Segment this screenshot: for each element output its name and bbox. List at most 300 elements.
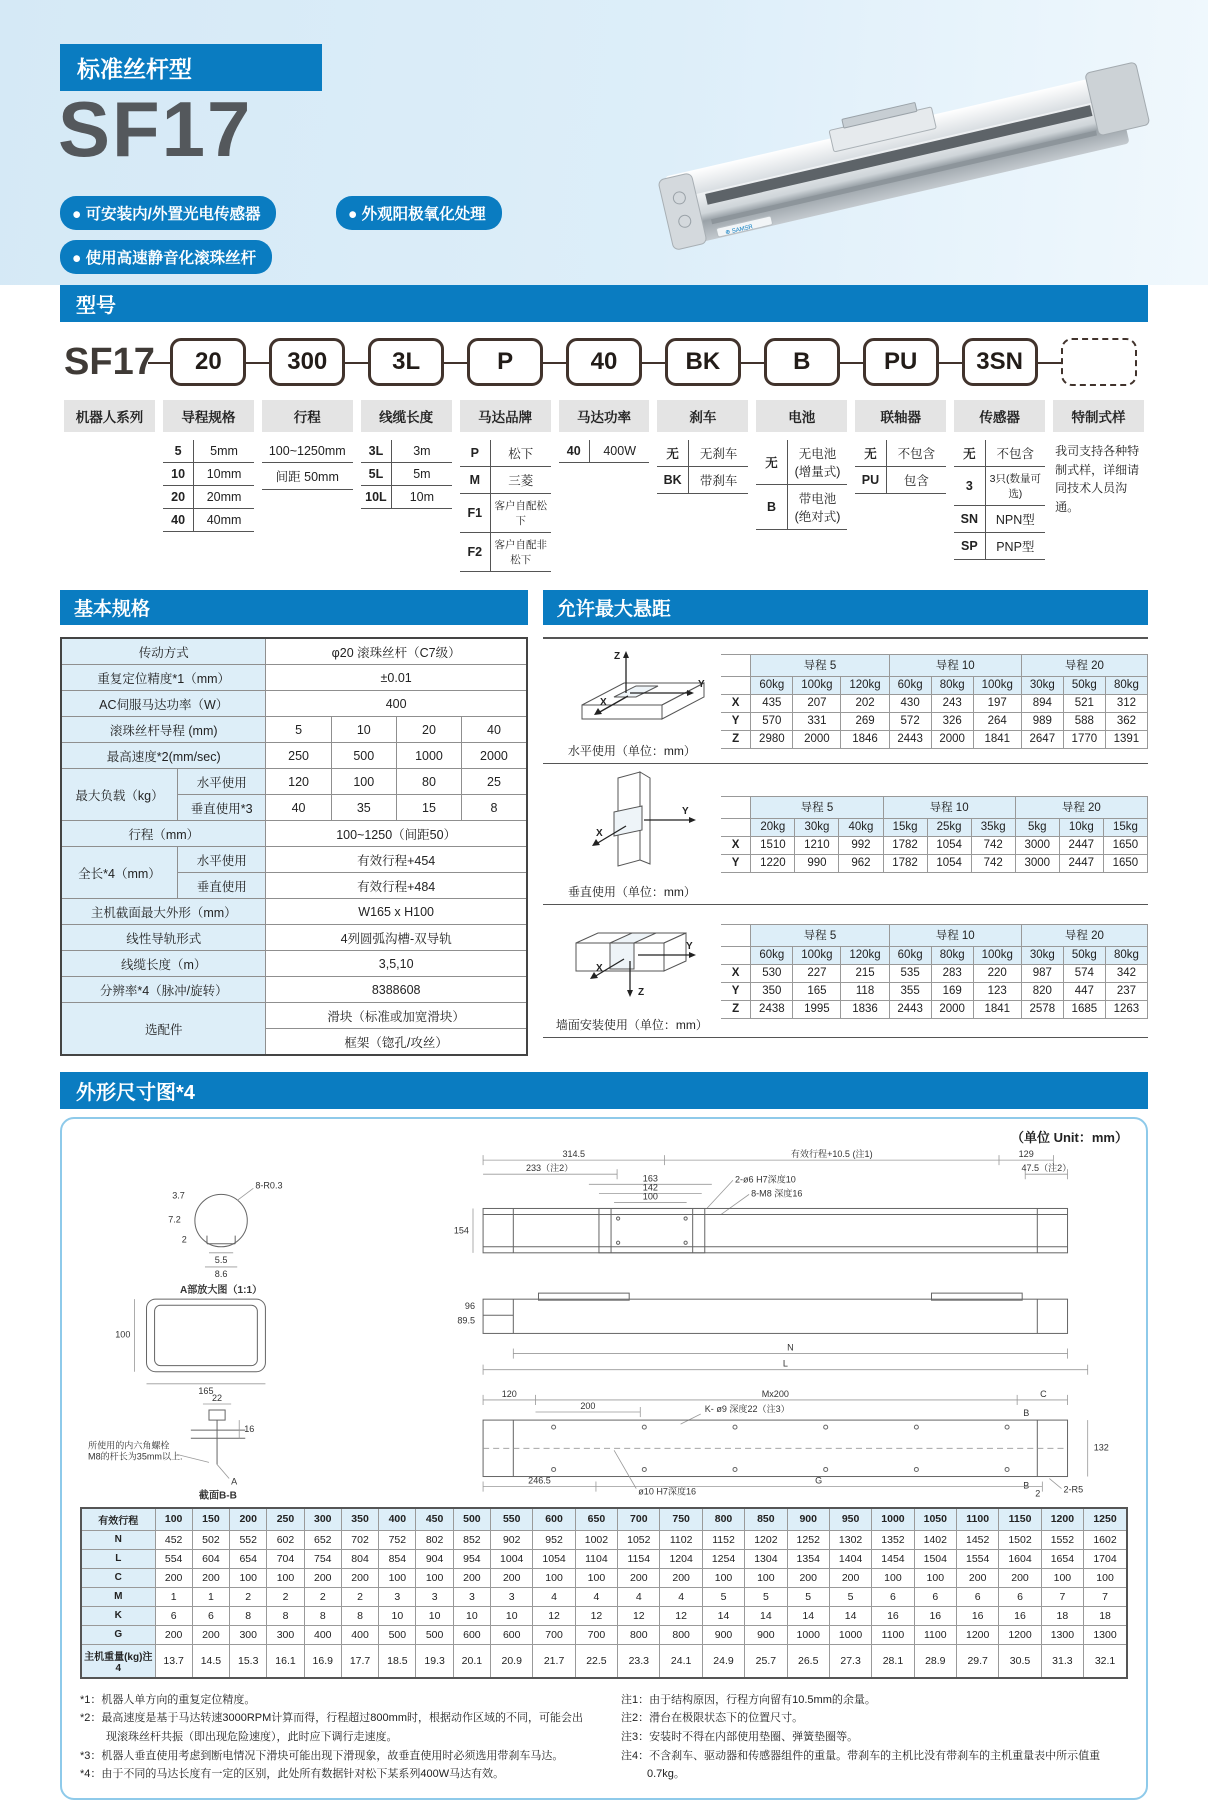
- cell: 2000: [793, 730, 841, 748]
- cell: 200: [155, 1568, 192, 1587]
- code-box-brand: P: [467, 338, 543, 386]
- cell: 8388608: [266, 977, 527, 1003]
- cell: 3L: [361, 440, 392, 463]
- cell: 704: [267, 1549, 304, 1568]
- cell: 10m: [392, 486, 452, 509]
- cell: 导程 5: [751, 796, 883, 818]
- cell: 6: [192, 1606, 229, 1625]
- cell: 900: [745, 1625, 787, 1644]
- cell: 5: [829, 1587, 871, 1606]
- cell: 导程 10: [883, 796, 1015, 818]
- vertical-use-diagram: [552, 768, 712, 876]
- dimension-box: [60, 1117, 1148, 1800]
- cell: 1000: [787, 1625, 829, 1644]
- overhang-horizontal-table: [721, 654, 1148, 749]
- cell: 最大负载（kg）: [61, 769, 177, 821]
- cell: 3: [453, 1587, 490, 1606]
- cell: 无: [954, 440, 985, 467]
- cell: 24.1: [660, 1644, 702, 1678]
- cell: 7: [1041, 1587, 1083, 1606]
- cell: 452: [155, 1530, 192, 1549]
- axis-label-z: Z: [637, 987, 644, 998]
- cell: 20: [396, 717, 461, 743]
- cell: 4: [660, 1587, 702, 1606]
- cell: 3000: [1015, 854, 1059, 872]
- unit-note: （单位 Unit：mm）: [1010, 1130, 1128, 1145]
- cell: 100: [267, 1568, 304, 1587]
- brake-options-table: [657, 440, 748, 494]
- cell: 1995: [793, 1000, 841, 1018]
- cell: 400: [266, 691, 527, 717]
- cell: 100~1250mm: [262, 440, 353, 463]
- cell: 10: [331, 717, 396, 743]
- cell: 80kg: [931, 676, 973, 694]
- cell: 312: [1105, 694, 1147, 712]
- cell: 300: [267, 1625, 304, 1644]
- cell: 26.5: [787, 1644, 829, 1678]
- cell: 820: [1021, 982, 1063, 1000]
- cell: 1002: [575, 1530, 617, 1549]
- cell: 40: [266, 795, 331, 821]
- cell: 1846: [841, 730, 889, 748]
- cell: 垂直使用: [177, 873, 266, 899]
- cell: 588: [1063, 712, 1105, 730]
- feature-pill: ● 使用高速静音化滚珠丝杆: [60, 240, 272, 274]
- page-title: SF17: [58, 85, 253, 173]
- cell: 3: [954, 467, 985, 506]
- cell: 1782: [883, 836, 927, 854]
- cell: 主机截面最大外形（mm）: [61, 899, 266, 925]
- cell: 954: [453, 1549, 490, 1568]
- code-col-label: 刹车: [657, 400, 748, 432]
- dim-label: 8-R0.3: [255, 1180, 283, 1191]
- cable-options-table: [361, 440, 452, 509]
- cell: 200: [341, 1568, 378, 1587]
- cell: 1050: [914, 1508, 956, 1531]
- cell: 200: [956, 1568, 998, 1587]
- cell: 水平使用: [177, 769, 266, 795]
- product-photo: [644, 24, 1164, 259]
- cell: 14: [745, 1606, 787, 1625]
- cell: 全长*4（mm）: [61, 847, 177, 899]
- cell: C: [81, 1568, 155, 1587]
- axis-label-x: X: [595, 963, 603, 974]
- axis-label-x: X: [599, 697, 607, 708]
- dim-label: 16: [244, 1424, 255, 1435]
- dimension-drawing: [80, 1146, 1128, 1501]
- dim-label: 7.2: [168, 1214, 181, 1225]
- cell: 16.1: [267, 1644, 304, 1678]
- cell: 1354: [787, 1549, 829, 1568]
- cell: 40: [163, 509, 194, 532]
- cell: 无刹车: [688, 440, 748, 467]
- cell: 15: [396, 795, 461, 821]
- model-code-section: [60, 336, 1148, 572]
- cell: 20: [163, 486, 194, 509]
- cell: 264: [973, 712, 1021, 730]
- footnote: *1：机器人单方向的重复定位精度。: [80, 1693, 256, 1706]
- cell: [721, 654, 751, 676]
- cell: 60kg: [751, 946, 793, 964]
- cell: Y: [721, 982, 751, 1000]
- cell: X: [721, 694, 751, 712]
- dim-label: A: [231, 1476, 238, 1487]
- cell: 不包含: [985, 440, 1045, 467]
- cell: 200: [230, 1508, 267, 1531]
- footnote: 注3：安装时不得在内部使用垫圈、弹簧垫圈等。: [621, 1731, 859, 1744]
- code-col-label: 导程规格: [163, 400, 254, 432]
- cell: 1841: [973, 1000, 1021, 1018]
- cell: 24.9: [702, 1644, 744, 1678]
- cell: 1250: [1084, 1508, 1127, 1531]
- cell: 35: [331, 795, 396, 821]
- cell: W165 x H100: [266, 899, 527, 925]
- cell: 16.9: [304, 1644, 341, 1678]
- cell: 7: [1084, 1587, 1127, 1606]
- cell: 5: [163, 440, 194, 463]
- cell: 200: [618, 1568, 660, 1587]
- cell: 269: [841, 712, 889, 730]
- dim-label: 132: [1093, 1442, 1109, 1453]
- section-bb-caption: 截面B-B: [198, 1490, 237, 1501]
- cell: X: [721, 836, 751, 854]
- cell: 250: [267, 1508, 304, 1531]
- cell: 15.3: [230, 1644, 267, 1678]
- dim-label: Mx200: [761, 1388, 789, 1399]
- cell: 1150: [999, 1508, 1041, 1531]
- cell: PU: [855, 467, 886, 494]
- cell: 992: [839, 836, 883, 854]
- dim-label: B: [1023, 1480, 1030, 1491]
- cell: 10: [491, 1606, 533, 1625]
- cell: 1510: [751, 836, 795, 854]
- cell: 1554: [956, 1549, 998, 1568]
- detail-a-caption: A部放大图（1:1）: [179, 1285, 263, 1297]
- cell: 554: [155, 1549, 192, 1568]
- cell: 有效行程: [81, 1508, 155, 1531]
- cell: 435: [751, 694, 793, 712]
- cell: 1263: [1105, 1000, 1147, 1018]
- cell: 3: [416, 1587, 453, 1606]
- spec-overhang-section: [60, 590, 1148, 1056]
- cell: 1300: [1041, 1625, 1083, 1644]
- cell: 1782: [883, 854, 927, 872]
- model-code-row: [60, 336, 1148, 388]
- cell: 2438: [751, 1000, 793, 1018]
- cell: 207: [793, 694, 841, 712]
- cell: 118: [841, 982, 889, 1000]
- cell: 1502: [999, 1530, 1041, 1549]
- cell: 1302: [829, 1530, 871, 1549]
- overhang-horizontal: [543, 639, 1148, 764]
- cell: 200: [304, 1568, 341, 1587]
- cell: 750: [660, 1508, 702, 1531]
- cell: 60kg: [889, 946, 931, 964]
- cell: 400: [341, 1625, 378, 1644]
- cell: 650: [575, 1508, 617, 1531]
- code-option-row: [60, 440, 1148, 572]
- cell: 21.7: [533, 1644, 575, 1678]
- cell: 2443: [889, 730, 931, 748]
- cell: 6: [914, 1587, 956, 1606]
- sensor-options-table: [954, 440, 1045, 560]
- bolt-note: M8的杆长为35mm以上.: [88, 1451, 183, 1462]
- cell: 197: [973, 694, 1021, 712]
- cell: 227: [793, 964, 841, 982]
- dim-label: K- ø9 深度22（注3）: [704, 1404, 790, 1415]
- code-col-label: 特制式样: [1053, 400, 1144, 432]
- cell: 3只(数量可选): [985, 467, 1045, 506]
- cell: 10mm: [194, 463, 254, 486]
- cell: 无电池 (增量式): [787, 440, 847, 485]
- cell: 滑块（标准或加宽滑块）: [266, 1003, 527, 1029]
- cell: 1102: [660, 1530, 702, 1549]
- cell: 导程 20: [1015, 796, 1147, 818]
- cell: 5: [787, 1587, 829, 1606]
- cell: 80kg: [1105, 676, 1147, 694]
- cell: ±0.01: [266, 665, 527, 691]
- cell: 800: [618, 1625, 660, 1644]
- section-dimensions: 外形尺寸图*4: [60, 1072, 1148, 1109]
- section-max-overhang: 允许最大悬距: [543, 590, 1148, 625]
- cell: 100kg: [793, 946, 841, 964]
- cell: 200: [999, 1568, 1041, 1587]
- cell: 502: [192, 1530, 229, 1549]
- cell: 802: [416, 1530, 453, 1549]
- cell: 1685: [1063, 1000, 1105, 1018]
- cell: 6: [872, 1587, 914, 1606]
- cell: 100: [533, 1568, 575, 1587]
- cell: 2447: [1059, 836, 1103, 854]
- cell: 3: [491, 1587, 533, 1606]
- cell: 200: [660, 1568, 702, 1587]
- code-box-brake: BK: [665, 338, 741, 386]
- overhang-wall: [543, 905, 1148, 1038]
- cell: 1304: [745, 1549, 787, 1568]
- wall-mount-diagram: [552, 909, 712, 1009]
- cell: 28.9: [914, 1644, 956, 1678]
- bolt-note: 所使用的内六角螺栓: [88, 1440, 170, 1451]
- cell: 243: [931, 694, 973, 712]
- feature-pill: ● 可安装内/外置光电传感器: [60, 196, 276, 230]
- cell: 20.1: [453, 1644, 490, 1678]
- cell: 1152: [702, 1530, 744, 1549]
- cell: 100: [331, 769, 396, 795]
- cell: 1100: [956, 1508, 998, 1531]
- dim-label: L: [782, 1358, 788, 1369]
- cell: 215: [841, 964, 889, 982]
- cell: 1704: [1084, 1549, 1127, 1568]
- cell: 521: [1063, 694, 1105, 712]
- cell: φ20 滚珠丝杆（C7级）: [266, 638, 527, 665]
- cell: 16: [914, 1606, 956, 1625]
- cell: 2000: [462, 743, 527, 769]
- cell: 50kg: [1063, 946, 1105, 964]
- dim-label: 120: [501, 1388, 517, 1399]
- dim-label: 163: [642, 1173, 658, 1184]
- cell: Y: [721, 712, 751, 730]
- cell: 16: [956, 1606, 998, 1625]
- cell: 100kg: [973, 676, 1021, 694]
- cell: 5: [266, 717, 331, 743]
- cell: 1254: [702, 1549, 744, 1568]
- cell: 12: [618, 1606, 660, 1625]
- cell: 传动方式: [61, 638, 266, 665]
- custom-style-note: 我司支持各种特制式样，详细请同技术人员沟通。: [1055, 444, 1140, 514]
- cell: 350: [751, 982, 793, 1000]
- cell: 10: [416, 1606, 453, 1625]
- dim-label: 22: [212, 1392, 223, 1403]
- cell: 客户自配非松下: [491, 533, 551, 572]
- cell: 40: [462, 717, 527, 743]
- cell: 1204: [660, 1549, 702, 1568]
- cell: 1770: [1063, 730, 1105, 748]
- header-band: [0, 0, 1208, 285]
- stroke-dimension-table: [80, 1507, 1128, 1679]
- cell: 17.7: [341, 1644, 378, 1678]
- cell: 300: [304, 1508, 341, 1531]
- cell: 28.1: [872, 1644, 914, 1678]
- cell: [721, 818, 751, 836]
- cell: 1210: [795, 836, 839, 854]
- cell: 1252: [787, 1530, 829, 1549]
- cell: 900: [702, 1625, 744, 1644]
- cell: 570: [751, 712, 793, 730]
- cell: 4列圆弧沟槽-双导轨: [266, 925, 527, 951]
- cell: 987: [1021, 964, 1063, 982]
- cell: F2: [460, 533, 491, 572]
- cell: 6: [956, 1587, 998, 1606]
- dim-label: 8.6: [214, 1268, 228, 1279]
- dim-label: 314.5: [562, 1149, 586, 1160]
- code-label-row: [60, 400, 1148, 432]
- cell: 904: [416, 1549, 453, 1568]
- code-box-lead: 20: [170, 338, 246, 386]
- cell: 三菱: [491, 467, 551, 494]
- cell: 10kg: [1059, 818, 1103, 836]
- cell: 200: [192, 1625, 229, 1644]
- cell: 垂直使用*3: [177, 795, 266, 821]
- cell: 1300: [1084, 1625, 1127, 1644]
- cell: 250: [266, 743, 331, 769]
- cell: 8: [341, 1606, 378, 1625]
- cell: 12: [575, 1606, 617, 1625]
- cell: PNP型: [985, 533, 1045, 560]
- cell: 1654: [1041, 1549, 1083, 1568]
- code-box-power: 40: [566, 338, 642, 386]
- cell: 150: [192, 1508, 229, 1531]
- cell: NPN型: [985, 506, 1045, 533]
- cell: 100: [1041, 1568, 1083, 1587]
- cell: P: [460, 440, 491, 467]
- cell: 100: [155, 1508, 192, 1531]
- cell: 1200: [999, 1625, 1041, 1644]
- cell: 100: [914, 1568, 956, 1587]
- cell: 8: [267, 1606, 304, 1625]
- overhang-tables: [543, 637, 1148, 1038]
- cell: F1: [460, 494, 491, 533]
- cell: 框架（锪孔/攻丝）: [266, 1029, 527, 1056]
- cell: 989: [1021, 712, 1063, 730]
- cell: 202: [841, 694, 889, 712]
- power-options-table: [559, 440, 650, 463]
- cell: 包含: [886, 467, 946, 494]
- cell: 754: [304, 1549, 341, 1568]
- cell: 962: [839, 854, 883, 872]
- cell: 600: [453, 1625, 490, 1644]
- axis-label-x: X: [595, 828, 603, 839]
- cell: 447: [1063, 982, 1105, 1000]
- code-col-label: 马达功率: [559, 400, 650, 432]
- cell: 2447: [1059, 854, 1103, 872]
- cell: 线缆长度（m）: [61, 951, 266, 977]
- cell: 535: [889, 964, 931, 982]
- cell: 线性导轨形式: [61, 925, 266, 951]
- cell: 165: [793, 982, 841, 1000]
- overhang-vertical: [543, 764, 1148, 905]
- cell: 3,5,10: [266, 951, 527, 977]
- cell: 800: [702, 1508, 744, 1531]
- code-col-label: 电池: [756, 400, 847, 432]
- cell: Y: [721, 854, 751, 872]
- cell: 18: [1084, 1606, 1127, 1625]
- cell: 8: [230, 1606, 267, 1625]
- cell: 滚珠丝杆导程 (mm): [61, 717, 266, 743]
- cell: 854: [379, 1549, 416, 1568]
- cell: 16: [872, 1606, 914, 1625]
- cell: 14.5: [192, 1644, 229, 1678]
- cell: 700: [575, 1625, 617, 1644]
- cell: 10L: [361, 486, 392, 509]
- cell: 3m: [392, 440, 452, 463]
- feature-pill: ● 外观阳极氧化处理: [336, 196, 502, 230]
- dim-label: 3.7: [172, 1190, 185, 1201]
- cell: X: [721, 964, 751, 982]
- cell: SP: [954, 533, 985, 560]
- dim-label: N: [787, 1342, 794, 1353]
- cell: 1220: [751, 854, 795, 872]
- cell: 导程 10: [889, 924, 1021, 946]
- dim-label: ø10 H7深度16: [638, 1486, 697, 1497]
- dim-label: 200: [580, 1401, 596, 1412]
- stroke-options-table: [262, 440, 353, 490]
- cell: 25: [462, 769, 527, 795]
- cell: 重复定位精度*1（mm）: [61, 665, 266, 691]
- cell: 900: [787, 1508, 829, 1531]
- footnotes-right: [621, 1691, 1128, 1784]
- cell: 430: [889, 694, 931, 712]
- cell: 1391: [1105, 730, 1147, 748]
- cell: 13.7: [155, 1644, 192, 1678]
- cell: 100kg: [973, 946, 1021, 964]
- cell: AC伺服马达功率（W）: [61, 691, 266, 717]
- cell: 283: [931, 964, 973, 982]
- cell: 100: [416, 1568, 453, 1587]
- cell: 500: [453, 1508, 490, 1531]
- cell: 1504: [914, 1549, 956, 1568]
- cell: 530: [751, 964, 793, 982]
- cell: 10: [453, 1606, 490, 1625]
- footnote: *3：机器人垂直使用考虑到断电情况下滑块可能出现下滑现象，故垂直使用时必须选用带刹车马达。: [80, 1749, 564, 1762]
- cell: 80kg: [931, 946, 973, 964]
- cell: 1352: [872, 1530, 914, 1549]
- cell: 100: [1084, 1568, 1127, 1587]
- dim-label: 246.5: [528, 1475, 551, 1486]
- cell: 200: [787, 1568, 829, 1587]
- cell: M: [460, 467, 491, 494]
- cell: BK: [657, 467, 688, 494]
- cell: 894: [1021, 694, 1063, 712]
